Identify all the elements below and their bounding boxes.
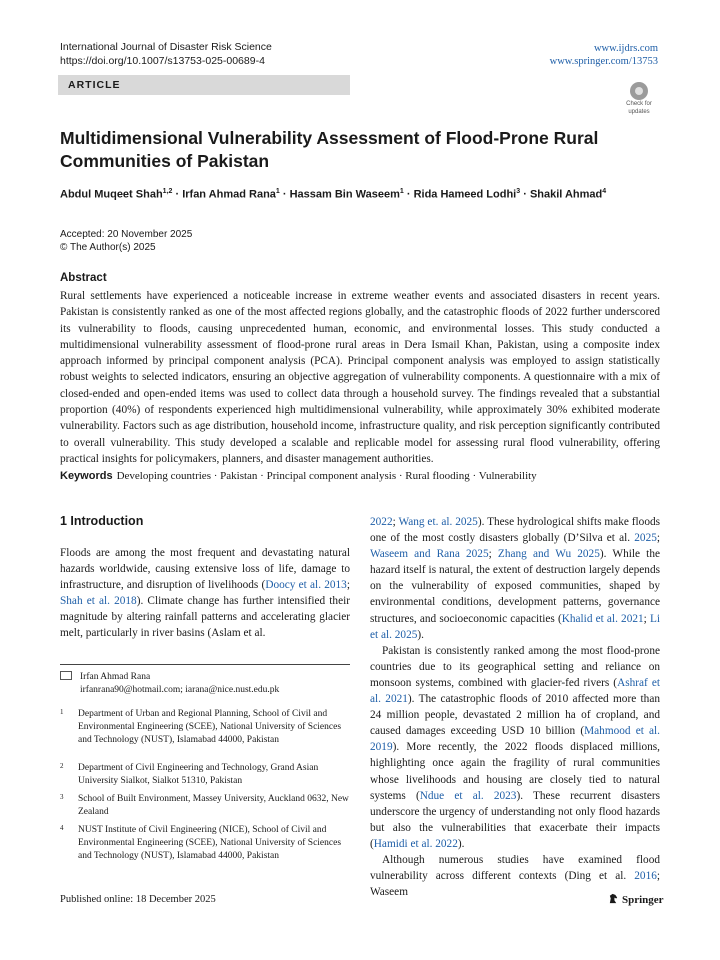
doi-link[interactable]: https://doi.org/10.1007/s13753-025-00689-4	[60, 55, 265, 67]
author-separator: ·	[520, 188, 530, 201]
author-separator: ·	[172, 188, 183, 201]
section-heading-introduction: 1 Introduction	[60, 514, 144, 528]
abstract-heading: Abstract	[60, 272, 107, 284]
check-updates-line2: updates	[628, 109, 650, 115]
check-for-updates-badge[interactable]	[622, 82, 656, 116]
intro-paragraph-1-continued: 2022; Wang et. al. 2025). These hydrological shifts make floods one of the most costly disasters globally (D’Silva et al. 2025; Waseem and Rana 2025; Zhang and Wu 2025). While the hazard itself is natural, the extent of destruction largely depends on the vulnerability of exposed communities, shaped by environmental conditions, development patterns, governance structures, and socioeconomic capacities (Khalid et al. 2021; Li et al. 2025).	[370, 516, 661, 641]
citation-link[interactable]: Mahmood et al. 2019	[370, 725, 660, 754]
affiliation-2: 2 Department of Civil Engineering and Technology, Grand Asian University Sialkot, Sialkot 51310, Pakistan	[60, 762, 319, 786]
author-separator: ·	[279, 188, 290, 201]
author-name[interactable]: Abdul Muqeet Shah	[60, 188, 163, 201]
affiliation-3: 3 School of Built Environment, Massey University, Auckland 0632, New Zealand	[60, 793, 349, 817]
citation-link[interactable]: Khalid et al. 2021	[561, 612, 644, 625]
accepted-date: Accepted: 20 November 2025	[60, 229, 193, 240]
title-line-1: Multidimensional Vulnerability Assessment of Flood-Prone Rural	[60, 128, 599, 148]
author-separator: ·	[403, 188, 414, 201]
affiliation-4: 4 NUST Institute of Civil Engineering (NICE), School of Civil and Environmental Engineering (SCEE), National University of Sciences and Technology (NUST), Islamabad 44000, Pakistan	[60, 824, 342, 861]
article-dates	[60, 228, 192, 254]
check-updates-line1: Check for	[626, 101, 652, 107]
author-name[interactable]: Shakil Ahmad	[529, 188, 603, 201]
citation-link[interactable]: 2016	[634, 870, 657, 883]
intro-paragraph-3: Although numerous studies have examined flood vulnerability across different contexts (Ding et al. 2016; Waseem	[370, 853, 660, 899]
author-affiliation-sup: 1	[275, 188, 280, 195]
title-line-2: Communities of Pakistan	[60, 151, 270, 171]
corresponding-author-name: Irfan Ahmad Rana	[80, 672, 151, 682]
intro-paragraph-2: Pakistan is consistently ranked among the most flood-prone countries due to its geographical setting and reliance on monsoon systems, combined with glacier-fed rivers (Ashraf et al. 2021). The catastrophic floods of 2010 affected more than 24 million people, devastated 2 million ha of cropland, and caused damages exceeding USD 10 billion (Mahmood et al. 2019). More recently, the 2022 floods displaced millions, highlighting once again the fragility of rural communities whose livelihoods and housing are closely tied to natural systems (Ndue et al. 2023). These recurrent disasters underscore the urgency of understanding not only flood hazards but also the vulnerabilities that exacerbate their impacts (Hamidi et al. 2022).	[370, 644, 661, 850]
citation-link[interactable]: Hamidi et al. 2022	[373, 837, 458, 850]
author-affiliation-sup: 1,2	[162, 188, 173, 195]
citation-link[interactable]: 2025	[634, 532, 657, 545]
journal-header	[60, 40, 272, 68]
author-name[interactable]: Hassam Bin Waseem	[289, 188, 400, 201]
published-online-date: Published online: 18 December 2025	[60, 894, 216, 905]
envelope-icon	[60, 671, 72, 680]
author-affiliation-sup: 4	[602, 188, 607, 195]
citation-link[interactable]: Shah et al. 2018	[60, 595, 137, 608]
keywords	[60, 470, 660, 482]
affiliation-1: 1 Department of Urban and Regional Planning, School of Civil and Environmental Engineering (SCEE), National University of Sciences and Technology (NUST), Islamabad 44000, Pakistan	[60, 708, 342, 745]
springer-logo	[608, 893, 664, 906]
journal-url-link[interactable]: www.ijdrs.com	[593, 43, 658, 54]
copyright-notice: © The Author(s) 2025	[60, 242, 156, 253]
journal-urls	[550, 42, 658, 68]
keywords-list: Developing countries · Pakistan · Principal component analysis · Rural flooding · Vulnerability	[116, 470, 537, 482]
journal-name: International Journal of Disaster Risk Science	[60, 41, 272, 53]
corresponding-author	[60, 671, 350, 697]
check-updates-icon	[630, 82, 648, 100]
citation-link[interactable]: Zhang and Wu 2025	[497, 548, 600, 561]
intro-paragraph-1: Floods are among the most frequent and devastating natural hazards worldwide, causing extensive loss of life, damage to infrastructure, and disruption of livelihoods (Doocy et al. 2013; Shah et al. 2018). Climate change has further intensified their magnitude by altering rainfall patterns and accelerating glacier melt, particularly in river basins (Aslam et al.	[60, 547, 350, 640]
author-affiliation-sup: 1	[399, 188, 404, 195]
author-affiliation-sup: 3	[516, 188, 521, 195]
intro-right-column	[370, 514, 660, 900]
footnote-divider	[60, 664, 350, 665]
citation-link[interactable]: Waseem and Rana 2025	[370, 548, 489, 561]
abstract-text: Rural settlements have experienced a noticeable increase in extreme weather events and associated disasters in recent years. Pakistan is consistently ranked as one of the most affected regions globally, and the catastrophic floods of 2022 further underscored its vulnerability to floods, causing unprecedented human, economic, and environmental losses. This study conducted a multidimensional vulnerability assessment of flood-prone rural areas in Dera Ismail Khan, Pakistan, using a composite index approach informed by principal component analysis (PCA). Principal component analysis was employed to assign statistically robust weights to selected indicators, ensuring an objective aggregation of vulnerability components. A questionnaire with a mix of closed-ended and open-ended items was used to collect data through a household survey. The findings revealed that a substantial proportion (40%) of respondents experienced high multidimensional vulnerability, while approximately 30% exhibited moderate vulnerability. Factors such as age distribution, household income, infrastructure quality, and risk perception significantly contributed to overall vulnerability. This study developed a scalable and replicable model for assessing rural flood vulnerability, offering practical insights for policymakers, planners, and disaster management authorities.	[60, 290, 660, 465]
author-list	[60, 188, 606, 201]
springer-horse-icon	[608, 893, 619, 904]
intro-left-column	[60, 545, 350, 642]
citation-link[interactable]: 2022	[370, 516, 393, 528]
author-name[interactable]: Irfan Ahmad Rana	[182, 188, 276, 201]
keywords-label: Keywords	[60, 470, 113, 482]
citation-link[interactable]: Wang et. al. 2025	[398, 516, 478, 528]
paper-title	[60, 127, 620, 173]
citation-link[interactable]: Doocy et al. 2013	[265, 579, 347, 592]
citation-link[interactable]: Li et al. 2025	[370, 612, 660, 641]
springer-wordmark: Springer	[622, 894, 664, 906]
citation-link[interactable]: Ashraf et al. 2021	[370, 676, 661, 706]
article-type-label: ARTICLE	[68, 79, 121, 91]
citation-link[interactable]: Ndue et al. 2023	[419, 789, 517, 802]
author-name[interactable]: Rida Hameed Lodhi	[413, 188, 517, 201]
springer-url-link[interactable]: www.springer.com/13753	[549, 56, 658, 67]
corresponding-author-email[interactable]: irfanrana90@hotmail.com; iarana@nice.nust.edu.pk	[80, 685, 280, 695]
